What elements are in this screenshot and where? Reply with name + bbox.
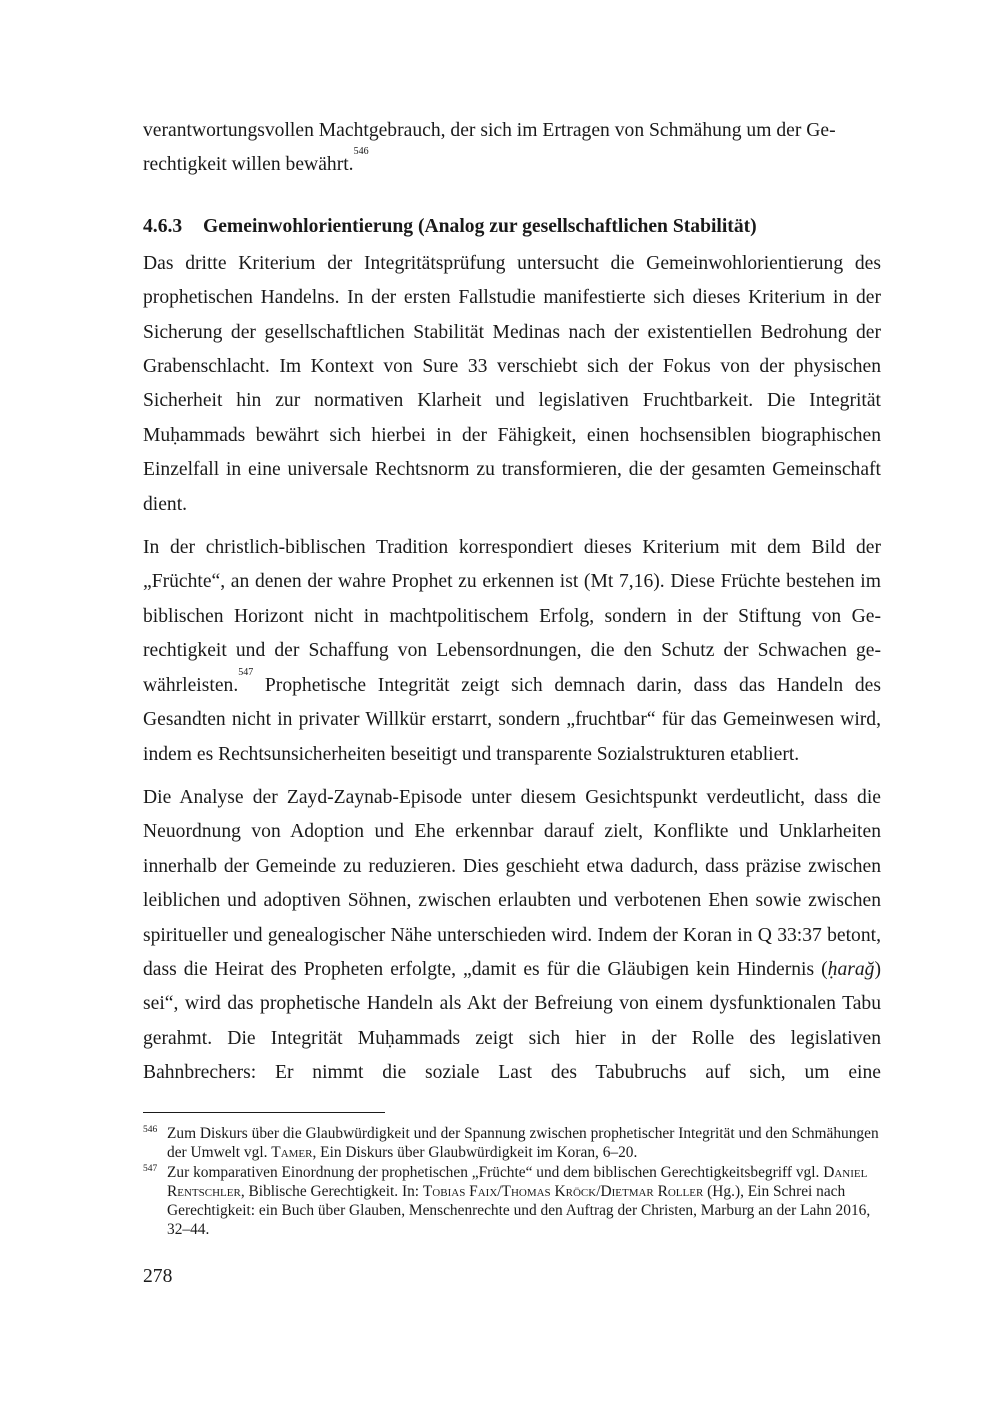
author-name: Tobias Faix/Thomas Kröck/Dietmar Roller	[422, 1182, 704, 1200]
paragraph	[143, 781, 881, 1091]
paragraph-text: Prophetische Integrität zeigt sich demnach darin, dass das Handeln des Gesandten nicht in privater Willkür erstarrt, sondern „fruchtbar“ für das Gemeinwesen wird, indem es Rechtsunsicherheiten beseitigt und transparente Sozialstrukturen etabliert.	[143, 674, 881, 765]
main-text	[143, 114, 881, 1091]
paragraph-continuation	[143, 114, 881, 183]
footnote-text: , Biblische Gerechtigkeit. In:	[240, 1182, 423, 1200]
paragraph	[143, 531, 881, 772]
transliterated-term: ḥarağ	[827, 958, 875, 980]
section-number: 4.6.3	[143, 215, 183, 237]
paragraph: Das dritte Kriterium der Integritätsprüfung untersucht die Gemeinwohlorientierung des prophetischen Handelns. In der ersten Fallstudie manifestierte sich dieses Kriterium in der Sicherung der gesellschaftlichen Stabilität Medinas nach der existentiellen Bedrohung der Grabenschlacht. Im Kontext von Sure 33 verschiebt sich der Fokus von der physischen Sicherheit hin zur normativen Klarheit und legislativen Fruchtbarkeit. Die Integrität Muḥammads bewährt sich hierbei in der Fähigkeit, einen hochsensiblen biographischen Einzelfall in eine universale Rechtsnorm zu transformieren, die der gesamten Gemeinschaft dient.	[143, 252, 881, 515]
author-name: Tamer	[271, 1144, 313, 1162]
paragraph-text: verantwortungsvollen Machtgebrauch, der sich im Ertragen von Schmähung um der Ge-	[143, 120, 836, 141]
page-number: 278	[143, 1266, 173, 1287]
footnote	[143, 1163, 881, 1240]
author-name: Daniel Rentschler	[167, 1163, 868, 1200]
footnote-number: 546	[143, 1125, 158, 1135]
footnote-number: 547	[143, 1163, 158, 1174]
footnote-reference: 546	[353, 146, 369, 158]
footnote-text: Zum Diskurs über die Glaubwürdigkeit und der Spannung zwischen prophetischer Integrität und den Schmähungen der Umwelt vgl.	[167, 1125, 879, 1162]
footnote-text: Zur komparativen Einordnung der prophetischen „Früchte“ und dem biblischen Gerechtigkeitsbegriff vgl.	[167, 1163, 824, 1181]
footnote	[143, 1124, 881, 1163]
paragraph-text: Die Analyse der Zayd-Zaynab-Episode unter diesem Gesichtspunkt verdeutlicht, dass die Neuordnung von Adoption und Ehe erkennbar darauf zielt, Konflikte und Unklarheiten innerhalb der Gemeinde zu reduzieren. Dies geschieht etwa dadurch, dass präzise zwischen leiblichen und adoptiven Söhnen, zwischen erlaubten und verbotenen Ehen sowie zwischen spiritueller und genealogischer Nähe unterschieden wird. Indem der Koran in Q 33:37 betont, dass die Heirat des Propheten erfolgte, „damit es für die Gläubigen kein Hindernis (	[143, 786, 881, 980]
footnotes	[143, 1124, 881, 1240]
footnote-text: (Hg.), Ein Schrei nach Gerechtigkeit: ein Buch über Glauben, Menschenrechte und den Auftrag der Christen, Marburg an der Lahn 2016, 32–44.	[167, 1182, 871, 1239]
section-title: Gemeinwohlorientierung (Analog zur gesellschaftlichen Stabilität)	[203, 215, 757, 237]
section-heading	[143, 210, 881, 244]
paragraph-text: ) sei“, wird das prophetische Handeln als Akt der Befreiung von einem dysfunktionalen Tabu gerahmt. Die Integrität Muḥammads zeigt sich hier in der Rolle des legislativen Bahnbrechers: Er nimmt die soziale Last des Tabubruchs auf sich, um eine	[143, 958, 881, 1084]
footnote-text: , Ein Diskurs über Glaubwürdigkeit im Koran, 6–20.	[312, 1144, 638, 1162]
footnote-reference: 547	[238, 666, 254, 678]
paragraph-text: rechtigkeit willen bewährt.	[143, 154, 354, 176]
footnote-separator	[143, 1112, 385, 1113]
paragraph-text: In der christlich-biblischen Tradition korrespondiert dieses Kriterium mit dem Bild der „Früchte“, an denen der wahre Prophet zu erkennen ist (Mt 7,16). Diese Früchte bestehen im biblischen Horizont nicht in machtpolitischem Erfolg, sondern in der Stiftung von Gerechtigkeit und der Schaffung von Lebensordnungen, die den Schutz der Schwachen gewährleisten.	[143, 537, 881, 696]
